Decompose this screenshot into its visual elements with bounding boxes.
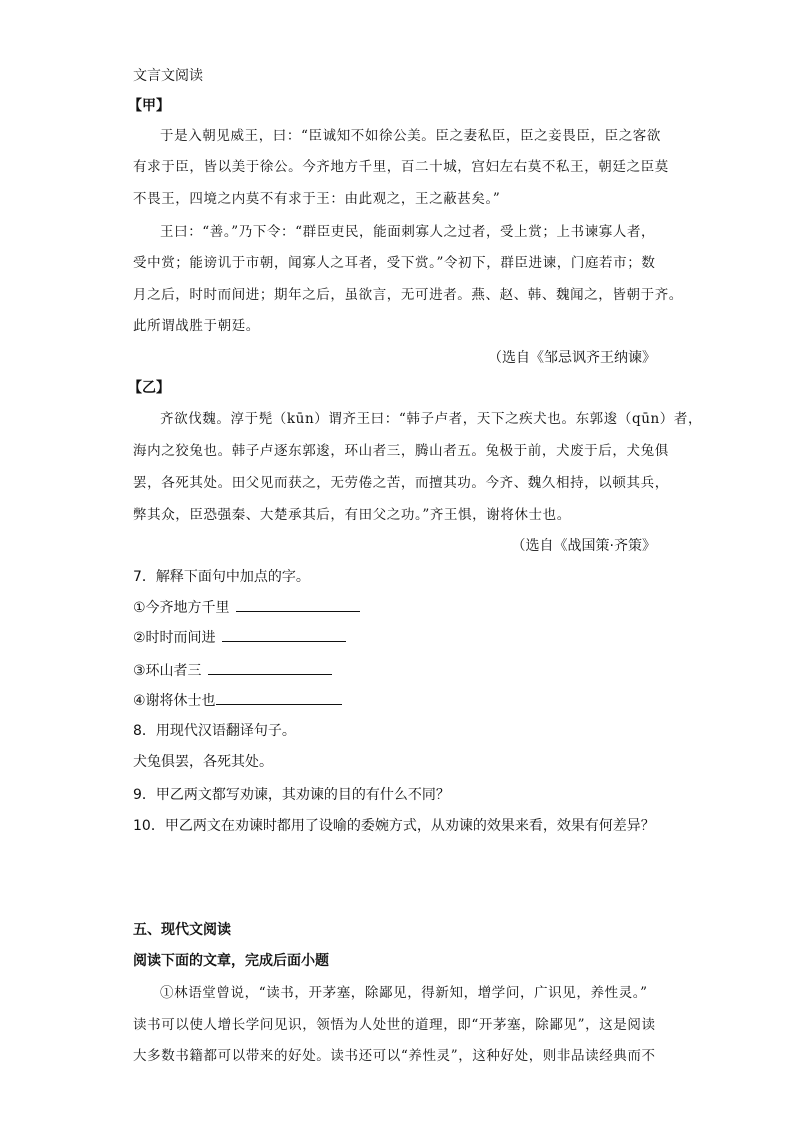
question-7-item-text: ③环山者三 (133, 663, 202, 679)
question-7-item (133, 597, 360, 618)
question-7-item (133, 660, 332, 681)
modern-passage-line: 大多数书籍都可以带来的好处。读书还可以“养性灵”，这种好处，则非品读经典而不 (133, 1048, 656, 1064)
passage-jia-line: 受中赏；能谤讥于市朝，闻寡人之耳者，受下赏。”令初下，群臣进谏，门庭若市；数 (133, 255, 656, 271)
question-8-sentence: 犬兔俱罢，各死其处。 (133, 754, 273, 770)
passage-yi-label: 【乙】 (128, 380, 170, 396)
question-7-item (133, 690, 342, 711)
passage-jia-line: 于是入朝见威王，曰：“臣诚知不如徐公美。臣之妻私臣，臣之妾畏臣，臣之客欲 (160, 128, 662, 144)
question-7: 7．解释下面句中加点的字。 (133, 569, 310, 585)
section-5-subheading: 阅读下面的文章，完成后面小题 (133, 953, 329, 969)
modern-passage-line: ①林语堂曾说，“读书，开茅塞，除鄙见，得新知，增学问，广识见，养性灵。” (160, 985, 648, 1001)
modern-passage-line: 读书可以使人增长学问见识，领悟为人处世的道理，即“开茅塞，除鄙见”，这是阅读 (133, 1017, 656, 1033)
passage-jia-line: 有求于臣，皆以美于徐公。今齐地方千里，百二十城，宫妇左右莫不私王，朝廷之臣莫 (133, 159, 669, 175)
section-title: 文言文阅读 (133, 68, 203, 84)
answer-blank[interactable] (216, 690, 342, 705)
question-10: 10．甲乙两文在劝谏时都用了设喻的委婉方式，从劝谏的效果来看，效果有何差异？ (133, 818, 655, 834)
passage-jia-label: 【甲】 (128, 98, 170, 114)
passage-jia-source: （选自《邹忌讽齐王纳谏》 (488, 350, 656, 366)
passage-yi-line: 罢，各死其处。田父见而获之，无劳倦之苦，而擅其功。今齐、魏久相持，以顿其兵， (133, 475, 669, 491)
question-7-item-text: ④谢将休士也 (133, 693, 216, 709)
answer-blank[interactable] (236, 597, 360, 612)
passage-yi-line: 齐欲伐魏。淳于髡（kūn）谓齐王曰：“韩子卢者，天下之疾犬也。东郭逡（qūn）者， (160, 411, 703, 427)
passage-yi-line: 弊其众，臣恐强秦、大楚承其后，有田父之功。”齐王惧，谢将休士也。 (133, 507, 571, 523)
passage-yi-source: （选自《战国策·齐策》 (511, 538, 656, 554)
passage-yi-line: 海内之狡兔也。韩子卢逐东郭逡，环山者三，腾山者五。兔极于前，犬废于后，犬兔俱 (133, 443, 669, 459)
passage-jia-line: 此所谓战胜于朝廷。 (133, 318, 260, 334)
question-9: 9．甲乙两文都写劝谏，其劝谏的目的有什么不同？ (133, 787, 450, 803)
question-8: 8．用现代汉语翻译句子。 (133, 723, 296, 739)
question-7-item (133, 627, 346, 648)
answer-blank[interactable] (222, 627, 346, 642)
passage-jia-line: 王曰：“善。”乃下令：“群臣吏民，能面刺寡人之过者，受上赏；上书谏寡人者， (160, 224, 656, 240)
section-5-heading: 五、现代文阅读 (133, 922, 231, 938)
question-7-item-text: ①今齐地方千里 (133, 600, 230, 616)
question-7-item-text: ②时时而间进 (133, 630, 216, 646)
answer-blank[interactable] (208, 660, 332, 675)
passage-jia-line: 月之后，时时而间进；期年之后，虽欲言，无可进者。燕、赵、韩、魏闻之，皆朝于齐。 (133, 287, 683, 303)
passage-jia-line: 不畏王，四境之内莫不有求于王：由此观之，王之蔽甚矣。” (133, 191, 501, 207)
